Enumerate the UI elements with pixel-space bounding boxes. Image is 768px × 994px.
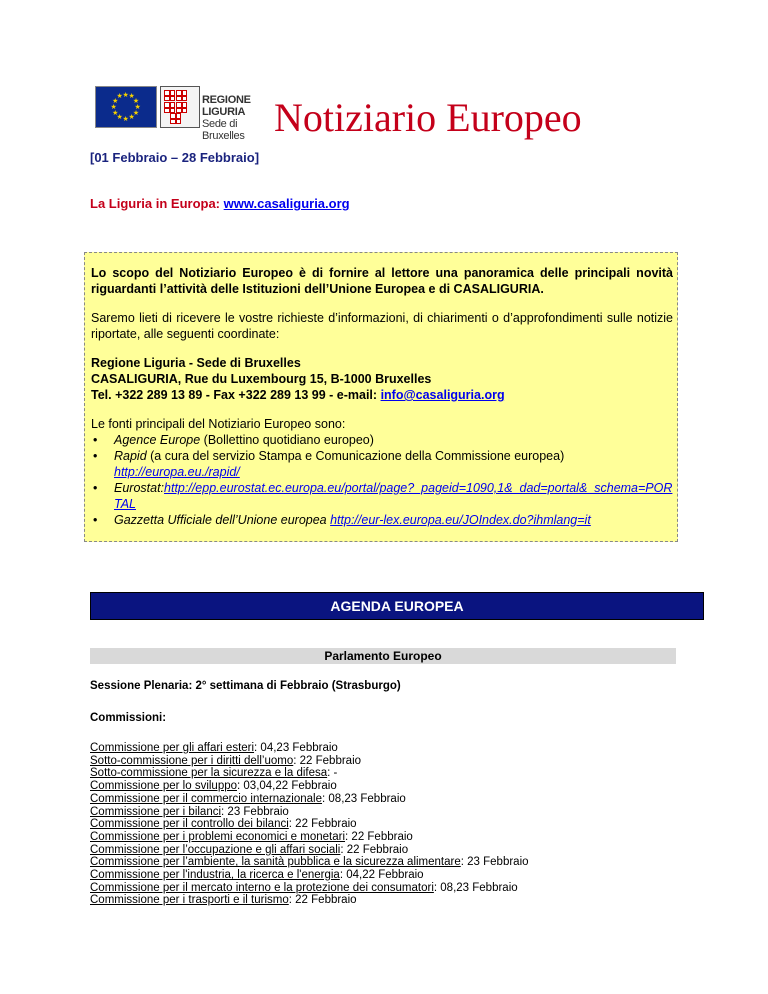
eu-star-icon: ★ (128, 113, 135, 121)
eu-star-icon: ★ (122, 91, 129, 99)
eu-star-icon: ★ (116, 93, 123, 101)
eu-star-icon: ★ (128, 93, 135, 101)
agenda-heading: AGENDA EUROPEA (90, 592, 704, 620)
liguria-label: La Liguria in Europa: (90, 196, 221, 211)
commission-item: Commissione per il controllo dei bilanci: 22 Febbraio (90, 818, 357, 831)
sources-intro: Le fonti principali del Notiziario Europeo sono: (91, 417, 346, 431)
request-text: Saremo lieti di ricevere le vostre richieste d’informazioni, di chiarimenti o d’approfondimenti sulle notizie riportate, alle seguenti coordinate: (91, 311, 673, 341)
sources-list (91, 432, 673, 528)
eu-star-icon: ★ (132, 109, 140, 117)
commission-item: Sotto-commissione per i diritti dell’uomo: 22 Febbraio (90, 754, 362, 767)
eurlex-link[interactable]: http://eur-lex.europa.eu/JOIndex.do?ihmlang=it (330, 513, 591, 527)
casaliguria-link[interactable]: www.casaliguria.org (223, 196, 350, 211)
eurostat-link[interactable]: http://epp.eurostat.ec.europa.eu/portal/page?_pageid=1090,1&_dad=portal&_schema=PORTAL (114, 481, 673, 511)
eu-flag-icon (95, 86, 157, 128)
source-item: • Eurostat:http://epp.eurostat.ec.europa.eu/portal/page?_pageid=1090,1&_dad=portal&_schema=PORTAL (91, 480, 673, 512)
source-item: • Gazzetta Ufficiale dell’Unione europea http://eur-lex.europa.eu/JOIndex.do?ihmlang=it (91, 512, 673, 528)
source-item: • Rapid (a cura del servizio Stampa e Comunicazione della Commissione europea) http://europa.eu./rapid/ (91, 448, 673, 480)
contact-block (91, 355, 673, 403)
logo-line-1: REGIONE LIGURIA (202, 94, 251, 118)
info-box (84, 252, 678, 542)
commission-item: Commissione per il mercato interno e la protezione dei consumatori: 08,23 Febbraio (90, 881, 518, 894)
newsletter-title: Notiziario Europeo (274, 95, 582, 140)
commission-item: Commissione per l'industria, la ricerca e l'energia: 04,22 Febbraio (90, 869, 424, 882)
commission-item: Commissione per l’occupazione e gli affari sociali: 22 Febbraio (90, 843, 409, 856)
commission-item: Commissione per il commercio internazionale: 08,23 Febbraio (90, 792, 406, 805)
commissions-heading: Commissioni: (90, 712, 167, 724)
contact-line-2: CASALIGURIA, Rue du Luxembourg 15, B-1000 Bruxelles (91, 372, 432, 386)
eu-star-icon: ★ (134, 103, 141, 111)
rapid-link[interactable]: http://europa.eu./rapid/ (114, 465, 240, 479)
source-item: • Agence Europe (Bollettino quotidiano europeo) (91, 432, 673, 448)
parliament-heading: Parlamento Europeo (90, 648, 676, 664)
commission-item: Commissione per l’ambiente, la sanità pubblica e la sicurezza alimentare: 23 Febbraio (90, 856, 529, 869)
commission-item: Commissione per lo sviluppo: 03,04,22 Febbraio (90, 780, 337, 793)
eu-star-icon: ★ (132, 97, 140, 105)
intro-text: Lo scopo del Notiziario Europeo è di fornire al lettore una panoramica delle principali novità riguardanti l’attività delle Istituzioni dell’Unione Europea e di CASALIGURIA. (91, 266, 673, 296)
commission-item: Commissione per gli affari esteri: 04,23 Febbraio (90, 742, 338, 754)
email-link[interactable]: info@casaliguria.org (380, 388, 505, 402)
commission-item: Commissione per i problemi economici e monetari: 22 Febbraio (90, 830, 413, 843)
contact-line-1: Regione Liguria - Sede di Bruxelles (91, 356, 301, 370)
eu-star-icon: ★ (116, 113, 123, 121)
commission-item: Commissione per i trasporti e il turismo: 22 Febbraio (90, 894, 357, 907)
eu-star-icon: ★ (112, 97, 119, 105)
contact-line-3: Tel. +322 289 13 89 - Fax +322 289 13 99 - e-mail: (91, 388, 378, 402)
commissions-list (90, 742, 529, 907)
plenary-session: Sessione Plenaria: 2° settimana di Febbraio (Strasburgo) (90, 680, 401, 692)
eu-star-icon: ★ (112, 109, 119, 117)
regione-liguria-logo (160, 86, 270, 142)
commission-item: Commissione per i bilanci: 23 Febbraio (90, 805, 289, 818)
eu-star-icon: ★ (110, 103, 117, 111)
liguria-shield-icon (160, 86, 200, 128)
date-range: [01 Febbraio – 28 Febbraio] (90, 150, 260, 165)
logo-line-2: Sede di Bruxelles (202, 118, 245, 142)
liguria-in-europa (90, 196, 350, 211)
eu-star-icon: ★ (122, 115, 129, 123)
commission-item: Sotto-commissione per la sicurezza e la difesa: - (90, 767, 338, 780)
